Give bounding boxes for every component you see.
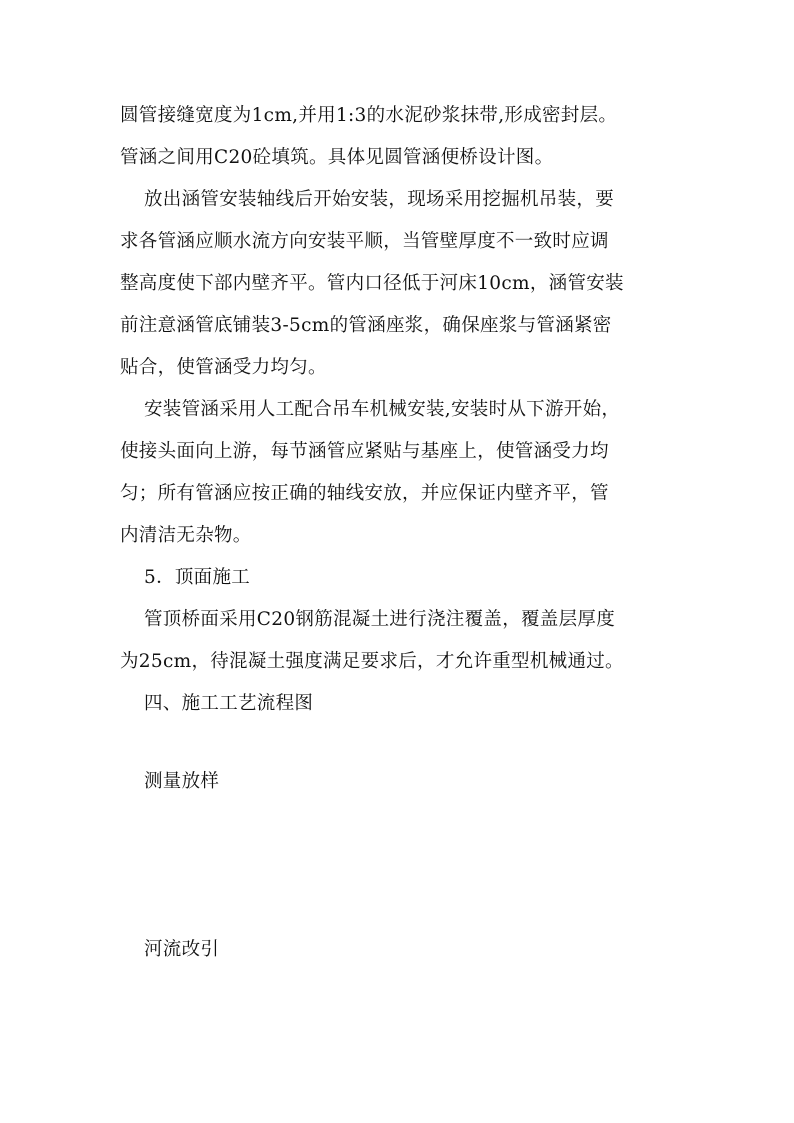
flow-step: 测量放样 xyxy=(144,771,220,792)
paragraph-line: 匀；所有管涵应按正确的轴线安放，并应保证内壁齐平，管 xyxy=(120,483,609,504)
paragraph-line: 安装管涵采用人工配合吊车机械安装,安装时从下游开始， xyxy=(144,399,621,420)
paragraph-line: 管顶桥面采用C20钢筋混凝土进行浇注覆盖，覆盖层厚度 xyxy=(144,609,615,630)
section-heading: 四、施工工艺流程图 xyxy=(144,693,314,714)
paragraph-line: 管涵之间用C20砼填筑。具体见圆管涵便桥设计图。 xyxy=(120,147,554,168)
paragraph-line: 使接头面向上游，每节涵管应紧贴与基座上，使管涵受力均 xyxy=(120,441,609,462)
paragraph-line: 为25cm，待混凝土强度满足要求后，才允许重型机械通过。 xyxy=(120,651,624,672)
paragraph-line: 整高度使下部内壁齐平。管内口径低于河床10cm，涵管安装 xyxy=(120,273,624,294)
paragraph-line: 圆管接缝宽度为1cm,并用1:3的水泥砂浆抹带,形成密封层。 xyxy=(120,105,618,126)
section-heading: 5．顶面施工 xyxy=(144,567,251,588)
paragraph-line: 前注意涵管底铺装3-5cm的管涵座浆，确保座浆与管涵紧密 xyxy=(120,315,612,336)
paragraph-line: 求各管涵应顺水流方向安装平顺，当管壁厚度不一致时应调 xyxy=(120,231,609,252)
paragraph-line: 内清洁无杂物。 xyxy=(120,525,252,546)
paragraph-line: 放出涵管安装轴线后开始安装，现场采用挖掘机吊装，要 xyxy=(144,189,615,210)
paragraph-line: 贴合，使管涵受力均匀。 xyxy=(120,357,327,378)
flow-step: 河流改引 xyxy=(144,939,220,960)
